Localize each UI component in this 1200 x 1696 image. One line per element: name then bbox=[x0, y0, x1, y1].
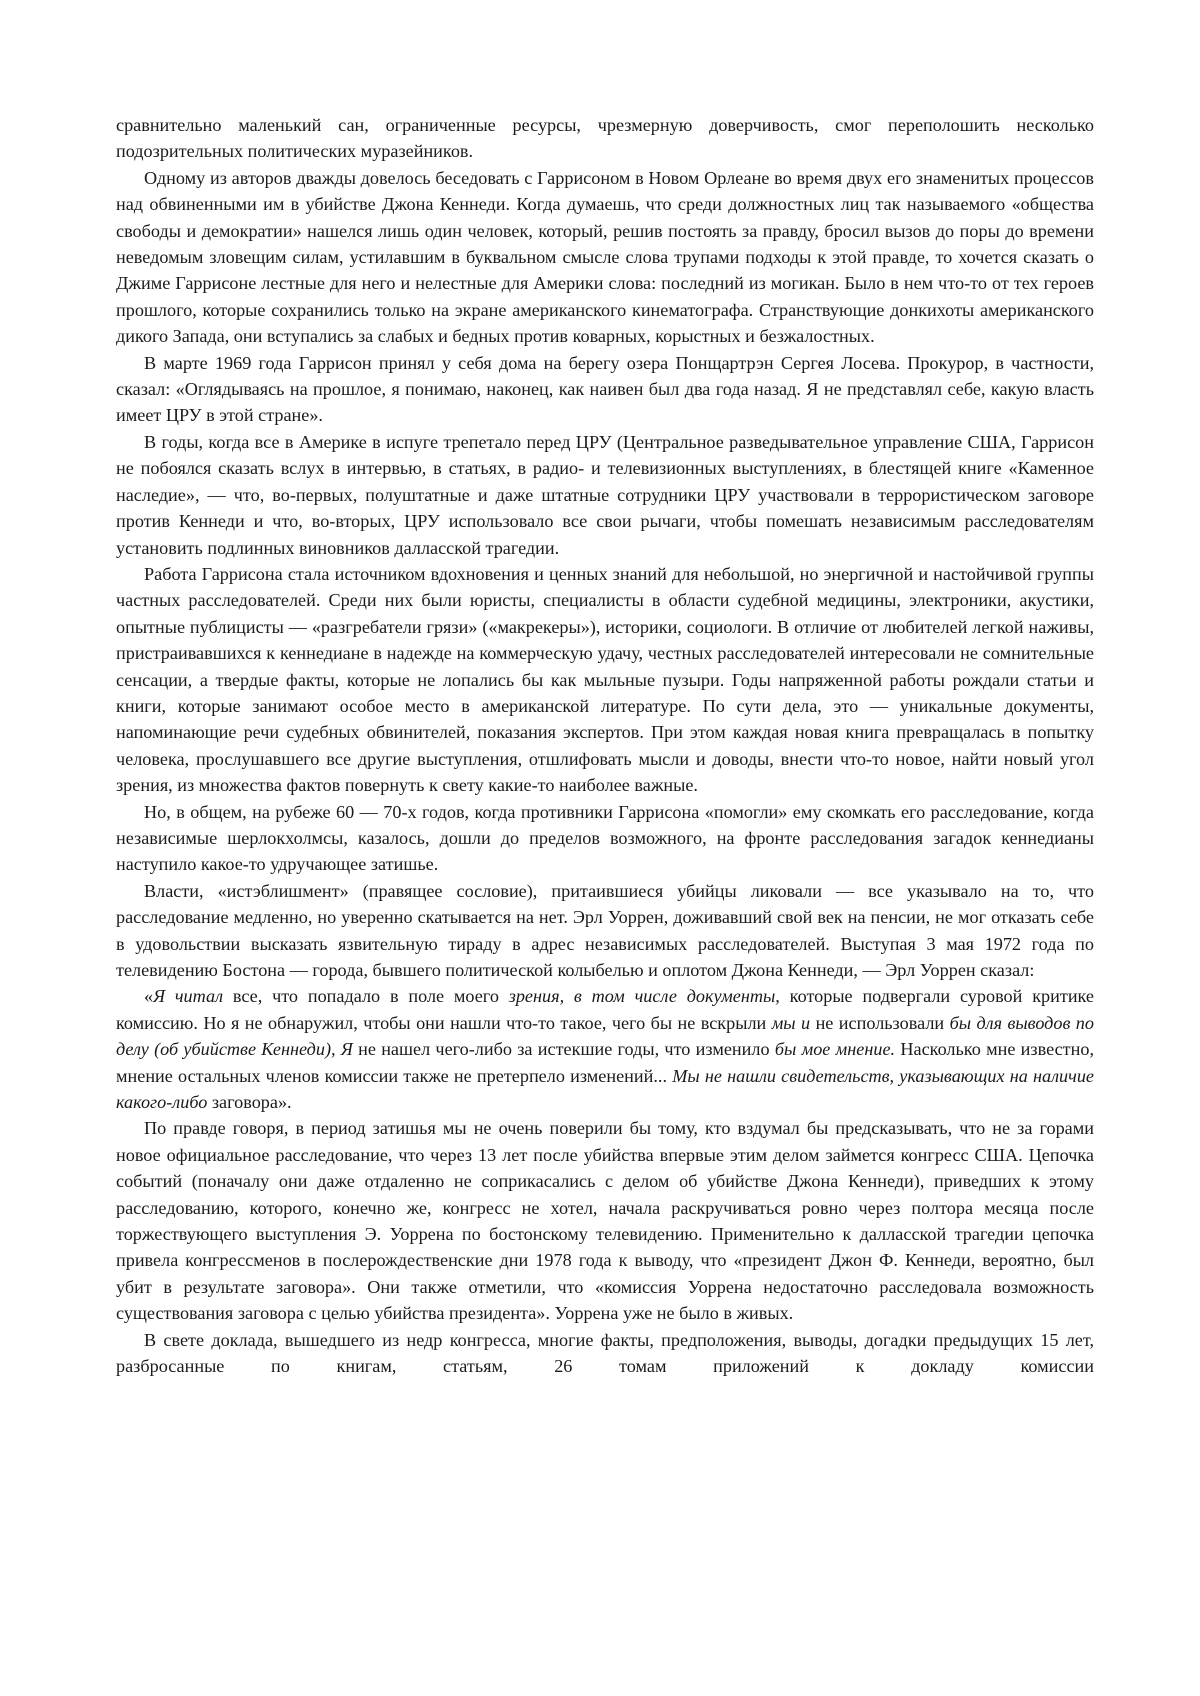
paragraph-researchers bbox=[116, 561, 1094, 799]
text-run: все, что попадало в поле моего bbox=[223, 986, 509, 1006]
italic-text: бы мое мнение. bbox=[775, 1039, 895, 1059]
paragraph-march-1969 bbox=[116, 350, 1094, 429]
paragraph-garrison-meeting bbox=[116, 165, 1094, 350]
paragraph-congress bbox=[116, 1115, 1094, 1326]
paragraph-report bbox=[116, 1327, 1094, 1380]
text-run: « bbox=[144, 986, 153, 1006]
text-run: В годы, когда все в Америке в испуге трепетало перед ЦРУ (Центральное разведывательное управление США, Гаррисон не побоялся сказать вслух в интервью, в статьях, в радио- и телевизионных выступлениях, в блестящей книге «Каменное наследие», — что, во-первых, полуштатные и даже штатные сотрудники ЦРУ участвовали в террористическом заговоре против Кеннеди и что, во-вторых, ЦРУ использовало все свои рычаги, чтобы помешать независимым расследователям установить подлинных виновников далласской трагедии. bbox=[116, 432, 1094, 558]
text-run: сравнительно маленький сан, ограниченные ресурсы, чрезмерную доверчивость, смог переполошить несколько подозрительных политических муразейников. bbox=[116, 115, 1094, 161]
text-run: Насколько мне известно, мнение остальных членов комиссии также не претерпело изменений... bbox=[116, 1039, 1094, 1085]
italic-text: зрения, в том числе документы, bbox=[509, 986, 780, 1006]
text-run: заговора». bbox=[207, 1092, 291, 1112]
italic-text: бы для выводов по делу (об убийстве Кеннеди), Я bbox=[116, 1013, 1094, 1059]
italic-text: Мы не нашли свидетельств, указывающих на наличие какого-либо bbox=[116, 1066, 1094, 1112]
paragraph-warren-quote bbox=[116, 983, 1094, 1115]
document-page bbox=[116, 112, 1094, 1380]
text-run: Власти, «истэблишмент» (правящее сословие), притаившиеся убийцы ликовали — все указывало на то, что расследование медленно, но уверенно скатывается на нет. Эрл Уоррен, доживавший свой век на пенсии, не мог отказать себе в удовольствии высказать язвительную тираду в адрес независимых расследователей. Выступая 3 мая 1972 года по телевидению Бостона — города, бывшего политической колыбелью и оплотом Джона Кеннеди, — Эрл Уоррен сказал: bbox=[116, 881, 1094, 980]
text-run: В свете доклада, вышедшего из недр конгресса, многие факты, предположения, выводы, догадки предыдущих 15 лет, разбросанные по книгам, статьям, 26 томам приложений к докладу комиссии bbox=[116, 1330, 1094, 1376]
paragraph-establishment bbox=[116, 878, 1094, 984]
text-run: Работа Гаррисона стала источником вдохновения и ценных знаний для небольшой, но энергичной и настойчивой группы частных расследователей. Среди них были юристы, специалисты в области судебной медицины, электроники, акустики, опытные публицисты — «разгребатели грязи» («макрекеры»), историки, социологи. В отличие от любителей легкой наживы, пристраивавшихся к кеннедиане в надежде на коммерческую удачу, честных расследователей интересовали не сомнительные сенсации, а твердые факты, которые не лопались бы как мыльные пузыри. Годы напряженной работы рождали статьи и книги, которые занимают особое место в американской литературе. По сути дела, это — уникальные документы, напоминающие речи судебных обвинителей, показания экспертов. При этом каждая новая книга превращалась в попытку человека, прослушавшего все другие выступления, отшлифовать мысли и доводы, внести что-то новое, найти новый угол зрения, из множества фактов повернуть к свету какие-то наиболее важные. bbox=[116, 564, 1094, 795]
text-run: не использовали bbox=[810, 1013, 949, 1033]
paragraph-cia-years bbox=[116, 429, 1094, 561]
paragraph-continued bbox=[116, 112, 1094, 165]
italic-text: Я читал bbox=[153, 986, 223, 1006]
paragraph-lull bbox=[116, 799, 1094, 878]
italic-text: мы и bbox=[772, 1013, 810, 1033]
text-run: По правде говоря, в период затишья мы не очень поверили бы тому, кто вздумал бы предсказывать, что не за горами новое официальное расследование, что через 13 лет после убийства впервые этим делом займется конгресс США. Цепочка событий (поначалу они даже отдаленно не соприкасались с делом об убийстве Джона Кеннеди), приведших к этому расследованию, которого, конечно же, конгресс не хотел, начала раскручиваться ровно через полтора месяца после торжествующего выступления Э. Уоррена по бостонскому телевидению. Применительно к далласской трагедии цепочка привела конгрессменов в послерождественские дни 1978 года к выводу, что «президент Джон Ф. Кеннеди, вероятно, был убит в результате заговора». Они также отметили, что «комиссия Уоррена недостаточно расследовала возможность существования заговора с целью убийства президента». Уоррена уже не было в живых. bbox=[116, 1118, 1094, 1323]
text-run: Одному из авторов дважды довелось беседовать с Гаррисоном в Новом Орлеане во время двух его знаменитых процессов над обвиненными им в убийстве Джона Кеннеди. Когда думаешь, что среди должностных лиц так называемого «общества свободы и демократии» нашелся лишь один человек, который, решив постоять за правду, бросил вызов до поры до времени неведомым зловещим силам, устилавшим в буквальном смысле слова трупами подходы к этой правде, то хочется сказать о Джиме Гаррисоне лестные для него и нелестные для Америки слова: последний из могикан. Было в нем что-то от тех героев прошлого, которые сохранились только на экране американского кинематографа. Странствующие донкихоты американского дикого Запада, они вступались за слабых и бедных против коварных, корыстных и безжалостных. bbox=[116, 168, 1094, 346]
text-run: Но, в общем, на рубеже 60 — 70-х годов, когда противники Гаррисона «помогли» ему скомкать его расследование, когда независимые шерлокхолмсы, казалось, дошли до пределов возможного, на фронте расследования загадок кеннедианы наступило какое-то удручающее затишье. bbox=[116, 802, 1094, 875]
text-run: В марте 1969 года Гаррисон принял у себя дома на берегу озера Понщартрэн Сергея Лосева. Прокурор, в частности, сказал: «Оглядываясь на прошлое, я понимаю, наконец, как наивен был два года назад. Я не представлял себе, какую власть имеет ЦРУ в этой стране». bbox=[116, 353, 1094, 426]
text-run: которые подвергали суровой критике комиссию. Но я не обнаружил, чтобы они нашли что-то такое, чего бы не вскрыли bbox=[116, 986, 1094, 1032]
text-run: не нашел чего-либо за истекшие годы, что изменило bbox=[353, 1039, 775, 1059]
